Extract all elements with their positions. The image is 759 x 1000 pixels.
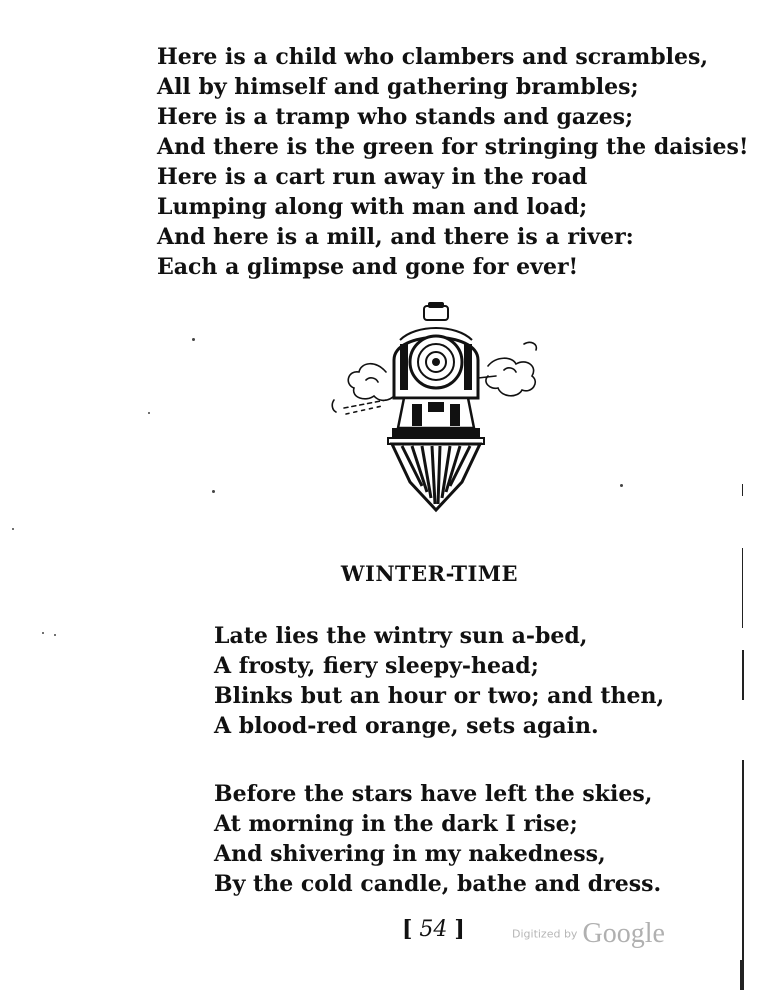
locomotive-icon: [326, 300, 546, 515]
scan-speck: [620, 484, 623, 487]
stanza: [214, 779, 661, 899]
page-number-bracket: ]: [454, 916, 465, 942]
page-edge-line: [742, 548, 743, 628]
verse-line: Here is a child who clambers and scrambles,: [157, 44, 709, 70]
page-number-bracket: [: [402, 916, 413, 942]
scan-speck: [148, 412, 150, 414]
stanza: [214, 621, 664, 741]
page-number-value: 54: [419, 917, 448, 942]
verse-line: And there is the green for stringing the daisies!: [157, 134, 749, 160]
scan-speck: [192, 338, 195, 341]
verse-line: And here is a mill, and there is a river:: [157, 224, 634, 250]
page-edge-line: [742, 650, 744, 700]
verse-line: All by himself and gathering brambles;: [157, 74, 639, 100]
scan-speck: [54, 634, 56, 636]
watermark-logo: Google: [582, 918, 665, 949]
verse-continuation: [157, 42, 749, 282]
verse-line: And shivering in my nakedness,: [214, 841, 606, 867]
verse-line: A blood-red orange, sets again.: [214, 713, 599, 739]
verse-line: A frosty, fiery sleepy-head;: [214, 653, 539, 679]
page-number: [402, 916, 465, 942]
verse-line: Late lies the wintry sun a-bed,: [214, 623, 588, 649]
verse-line: At morning in the dark I rise;: [214, 811, 578, 837]
scan-speck: [212, 490, 215, 493]
verse-line: By the cold candle, bathe and dress.: [214, 871, 662, 897]
verse-line: Each a glimpse and gone for ever!: [157, 254, 579, 280]
verse-line: Blinks but an hour or two; and then,: [214, 683, 665, 709]
scan-speck: [42, 632, 44, 634]
verse-line: Lumping along with man and load;: [157, 194, 588, 220]
verse-line: Here is a tramp who stands and gazes;: [157, 104, 634, 130]
page-edge-line: [742, 484, 743, 496]
page-edge-line: [740, 960, 744, 990]
page-edge-line: [742, 760, 744, 960]
verse-line: Here is a cart run away in the road: [157, 164, 588, 190]
watermark-prefix: Digitized by: [512, 927, 578, 941]
scan-speck: [12, 528, 14, 530]
verse-line: Before the stars have left the skies,: [214, 781, 653, 807]
poem-title: WINTER-TIME: [340, 561, 519, 586]
digitized-watermark: [512, 918, 665, 950]
